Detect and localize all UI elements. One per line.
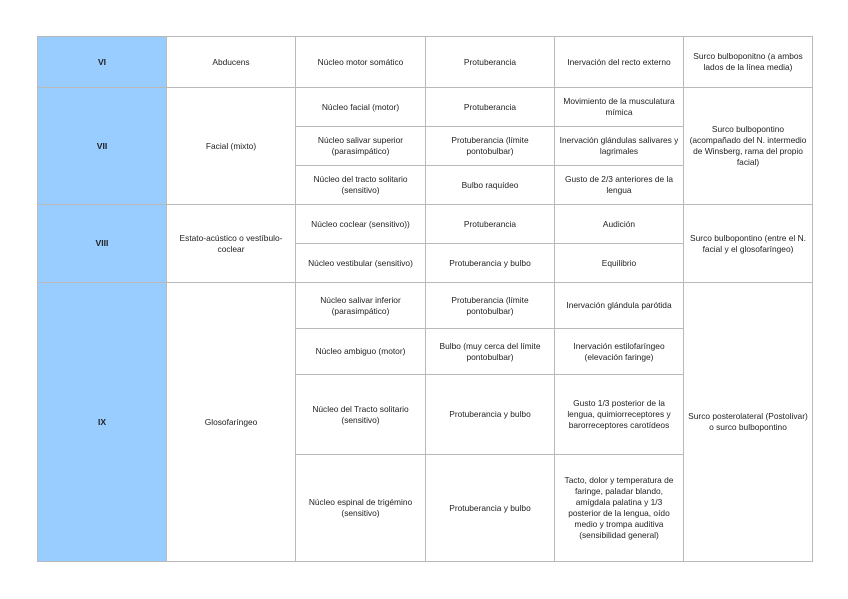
nerve-name-cell: Estato-acústico o vestíbulo-coclear (167, 205, 296, 283)
location-cell: Bulbo raquídeo (426, 166, 555, 205)
location-cell: Protuberancia (límite pontobulbar) (426, 127, 555, 166)
nucleus-cell: Núcleo ambiguo (motor) (296, 329, 426, 375)
nerve-number-cell: VIII (38, 205, 167, 283)
location-cell: Protuberancia y bulbo (426, 375, 555, 455)
function-cell: Inervación glándulas salivares y lagrimales (555, 127, 684, 166)
nucleus-cell: Núcleo motor somático (296, 37, 426, 88)
function-cell: Movimiento de la musculatura mímica (555, 88, 684, 127)
emergence-cell: Surco posterolateral (Postolivar) o surco bulbopontino (684, 283, 813, 562)
nerve-name-cell: Facial (mixto) (167, 88, 296, 205)
location-cell: Protuberancia (426, 37, 555, 88)
function-cell: Gusto de 2/3 anteriores de la lengua (555, 166, 684, 205)
nerve-name-cell: Abducens (167, 37, 296, 88)
nerve-name-cell: Glosofaríngeo (167, 283, 296, 562)
nucleus-cell: Núcleo coclear (sensitivo)) (296, 205, 426, 244)
table-row (38, 88, 813, 127)
location-cell: Protuberancia (límite pontobulbar) (426, 283, 555, 329)
location-cell: Protuberancia (426, 205, 555, 244)
table-row (38, 283, 813, 329)
nerve-number-cell: VI (38, 37, 167, 88)
nucleus-cell: Núcleo del Tracto solitario (sensitivo) (296, 375, 426, 455)
location-cell: Bulbo (muy cerca del límite pontobulbar) (426, 329, 555, 375)
emergence-cell: Surco bulbopontino (entre el N. facial y el glosofaríngeo) (684, 205, 813, 283)
function-cell: Gusto 1/3 posterior de la lengua, quimiorreceptores y barorreceptores carotídeos (555, 375, 684, 455)
nerve-number-cell: IX (38, 283, 167, 562)
nucleus-cell: Núcleo salivar superior (parasimpático) (296, 127, 426, 166)
emergence-cell: Surco bulbopontino (acompañado del N. intermedio de Winsberg, rama del propio facial) (684, 88, 813, 205)
location-cell: Protuberancia y bulbo (426, 244, 555, 283)
location-cell: Protuberancia (426, 88, 555, 127)
nerve-number-cell: VII (38, 88, 167, 205)
function-cell: Inervación estilofaríngeo (elevación faringe) (555, 329, 684, 375)
function-cell: Inervación glándula parótida (555, 283, 684, 329)
emergence-cell: Surco bulboponitno (a ambos lados de la línea media) (684, 37, 813, 88)
function-cell: Tacto, dolor y temperatura de faringe, paladar blando, amígdala palatina y 1/3 posterior de la lengua, oído medio y trompa auditiva (sensibilidad general) (555, 455, 684, 562)
function-cell: Equilibrio (555, 244, 684, 283)
nucleus-cell: Núcleo espinal de trigémino (sensitivo) (296, 455, 426, 562)
cranial-nerves-table (37, 36, 813, 562)
nucleus-cell: Núcleo salivar inferior (parasimpático) (296, 283, 426, 329)
nucleus-cell: Núcleo vestibular (sensitivo) (296, 244, 426, 283)
function-cell: Inervación del recto externo (555, 37, 684, 88)
function-cell: Audición (555, 205, 684, 244)
location-cell: Protuberancia y bulbo (426, 455, 555, 562)
table-row (38, 205, 813, 244)
table-row (38, 37, 813, 88)
nucleus-cell: Núcleo del tracto solitario (sensitivo) (296, 166, 426, 205)
nucleus-cell: Núcleo facial (motor) (296, 88, 426, 127)
